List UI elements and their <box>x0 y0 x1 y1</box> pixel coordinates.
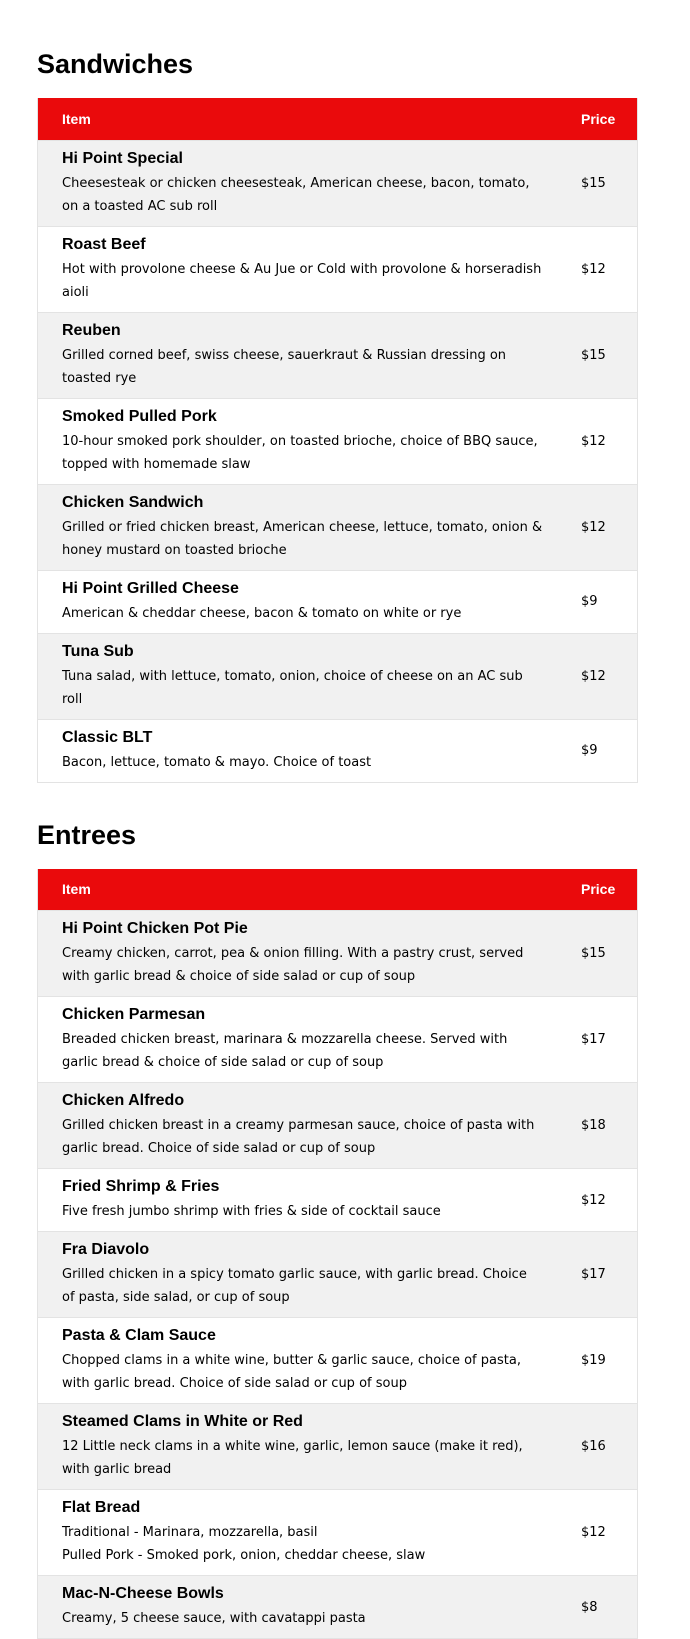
item-name: Tuna Sub <box>62 642 543 662</box>
item-price: $19 <box>581 1318 638 1404</box>
table-header-row <box>38 98 638 140</box>
menu-item-row <box>38 633 638 719</box>
item-price: $16 <box>581 1404 638 1490</box>
item-name: Steamed Clams in White or Red <box>62 1412 543 1432</box>
item-price: $18 <box>581 1083 638 1169</box>
item-description: Hot with provolone cheese & Au Jue or Cold with provolone & horseradish aioli <box>62 258 543 304</box>
item-cell <box>38 1318 582 1404</box>
item-description: Cheesesteak or chicken cheesesteak, American cheese, bacon, tomato, on a toasted AC sub roll <box>62 172 543 218</box>
item-price: $12 <box>581 226 638 312</box>
menu-item-row <box>38 997 638 1083</box>
menu-item-row <box>38 140 638 226</box>
item-price: $15 <box>581 140 638 226</box>
menu-item-row <box>38 570 638 633</box>
menu-item-row <box>38 1318 638 1404</box>
item-name: Pasta & Clam Sauce <box>62 1326 543 1346</box>
sandwiches-table <box>37 98 638 783</box>
item-cell <box>38 1232 582 1318</box>
item-price: $17 <box>581 1232 638 1318</box>
item-cell <box>38 719 582 782</box>
item-cell <box>38 312 582 398</box>
item-price: $8 <box>581 1576 638 1639</box>
menu-item-row <box>38 226 638 312</box>
item-price: $12 <box>581 484 638 570</box>
menu-item-row <box>38 398 638 484</box>
menu-item-row <box>38 911 638 997</box>
item-description: Tuna salad, with lettuce, tomato, onion, choice of cheese on an AC sub roll <box>62 665 543 711</box>
item-column-header: Item <box>38 98 582 140</box>
sandwiches-heading: Sandwiches <box>37 0 638 98</box>
item-price: $9 <box>581 719 638 782</box>
item-description-line: Pulled Pork - Smoked pork, onion, cheddar cheese, slaw <box>62 1544 543 1567</box>
item-name: Flat Bread <box>62 1498 543 1518</box>
item-description: Bacon, lettuce, tomato & mayo. Choice of toast <box>62 751 543 774</box>
item-price: $15 <box>581 312 638 398</box>
item-description <box>62 1521 543 1567</box>
price-column-header: Price <box>581 98 638 140</box>
item-name: Reuben <box>62 321 543 341</box>
entrees-rows <box>38 911 638 1639</box>
item-cell <box>38 911 582 997</box>
item-description: Chopped clams in a white wine, butter & garlic sauce, choice of pasta, with garlic bread. Choice of side salad or cup of soup <box>62 1349 543 1395</box>
item-cell <box>38 1083 582 1169</box>
item-description: 12 Little neck clams in a white wine, garlic, lemon sauce (make it red), with garlic bread <box>62 1435 543 1481</box>
item-price: $12 <box>581 1169 638 1232</box>
menu-item-row <box>38 1083 638 1169</box>
item-description: Grilled chicken in a spicy tomato garlic sauce, with garlic bread. Choice of pasta, side salad, or cup of soup <box>62 1263 543 1309</box>
item-name: Chicken Alfredo <box>62 1091 543 1111</box>
item-cell <box>38 1576 582 1639</box>
item-cell <box>38 570 582 633</box>
item-name: Hi Point Special <box>62 149 543 169</box>
price-column-header: Price <box>581 869 638 911</box>
item-name: Chicken Parmesan <box>62 1005 543 1025</box>
item-price: $12 <box>581 1490 638 1576</box>
menu-item-row <box>38 719 638 782</box>
menu-item-row <box>38 1490 638 1576</box>
item-name: Classic BLT <box>62 728 543 748</box>
item-description: Creamy chicken, carrot, pea & onion filling. With a pastry crust, served with garlic bread & choice of side salad or cup of soup <box>62 942 543 988</box>
item-name: Fra Diavolo <box>62 1240 543 1260</box>
item-price: $15 <box>581 911 638 997</box>
item-cell <box>38 1490 582 1576</box>
item-description: 10-hour smoked pork shoulder, on toasted brioche, choice of BBQ sauce, topped with homemade slaw <box>62 430 543 476</box>
item-price: $12 <box>581 633 638 719</box>
item-name: Hi Point Chicken Pot Pie <box>62 919 543 939</box>
item-description: Breaded chicken breast, marinara & mozzarella cheese. Served with garlic bread & choice of side salad or cup of soup <box>62 1028 543 1074</box>
item-name: Mac-N-Cheese Bowls <box>62 1584 543 1604</box>
item-cell <box>38 398 582 484</box>
menu-item-row <box>38 1232 638 1318</box>
sandwiches-rows <box>38 140 638 782</box>
menu-item-row <box>38 484 638 570</box>
menu-item-row <box>38 1576 638 1639</box>
table-header-row <box>38 869 638 911</box>
item-cell <box>38 1404 582 1490</box>
item-description-line: Traditional - Marinara, mozzarella, basil <box>62 1521 543 1544</box>
menu-item-row <box>38 1404 638 1490</box>
item-column-header: Item <box>38 869 582 911</box>
item-description: Five fresh jumbo shrimp with fries & side of cocktail sauce <box>62 1200 543 1223</box>
item-price: $9 <box>581 570 638 633</box>
item-name: Roast Beef <box>62 235 543 255</box>
item-price: $17 <box>581 997 638 1083</box>
menu-item-row <box>38 1169 638 1232</box>
item-description: Grilled chicken breast in a creamy parmesan sauce, choice of pasta with garlic bread. Choice of side salad or cup of soup <box>62 1114 543 1160</box>
item-description: Creamy, 5 cheese sauce, with cavatappi pasta <box>62 1607 543 1630</box>
item-description: American & cheddar cheese, bacon & tomato on white or rye <box>62 602 543 625</box>
entrees-heading: Entrees <box>37 783 638 869</box>
item-name: Hi Point Grilled Cheese <box>62 579 543 599</box>
item-name: Fried Shrimp & Fries <box>62 1177 543 1197</box>
item-cell <box>38 226 582 312</box>
item-cell <box>38 140 582 226</box>
item-description: Grilled or fried chicken breast, American cheese, lettuce, tomato, onion & honey mustard on toasted brioche <box>62 516 543 562</box>
item-price: $12 <box>581 398 638 484</box>
menu-item-row <box>38 312 638 398</box>
entrees-table <box>37 869 638 1639</box>
item-cell <box>38 633 582 719</box>
item-cell <box>38 997 582 1083</box>
item-name: Smoked Pulled Pork <box>62 407 543 427</box>
item-cell <box>38 1169 582 1232</box>
item-description: Grilled corned beef, swiss cheese, sauerkraut & Russian dressing on toasted rye <box>62 344 543 390</box>
item-name: Chicken Sandwich <box>62 493 543 513</box>
item-cell <box>38 484 582 570</box>
